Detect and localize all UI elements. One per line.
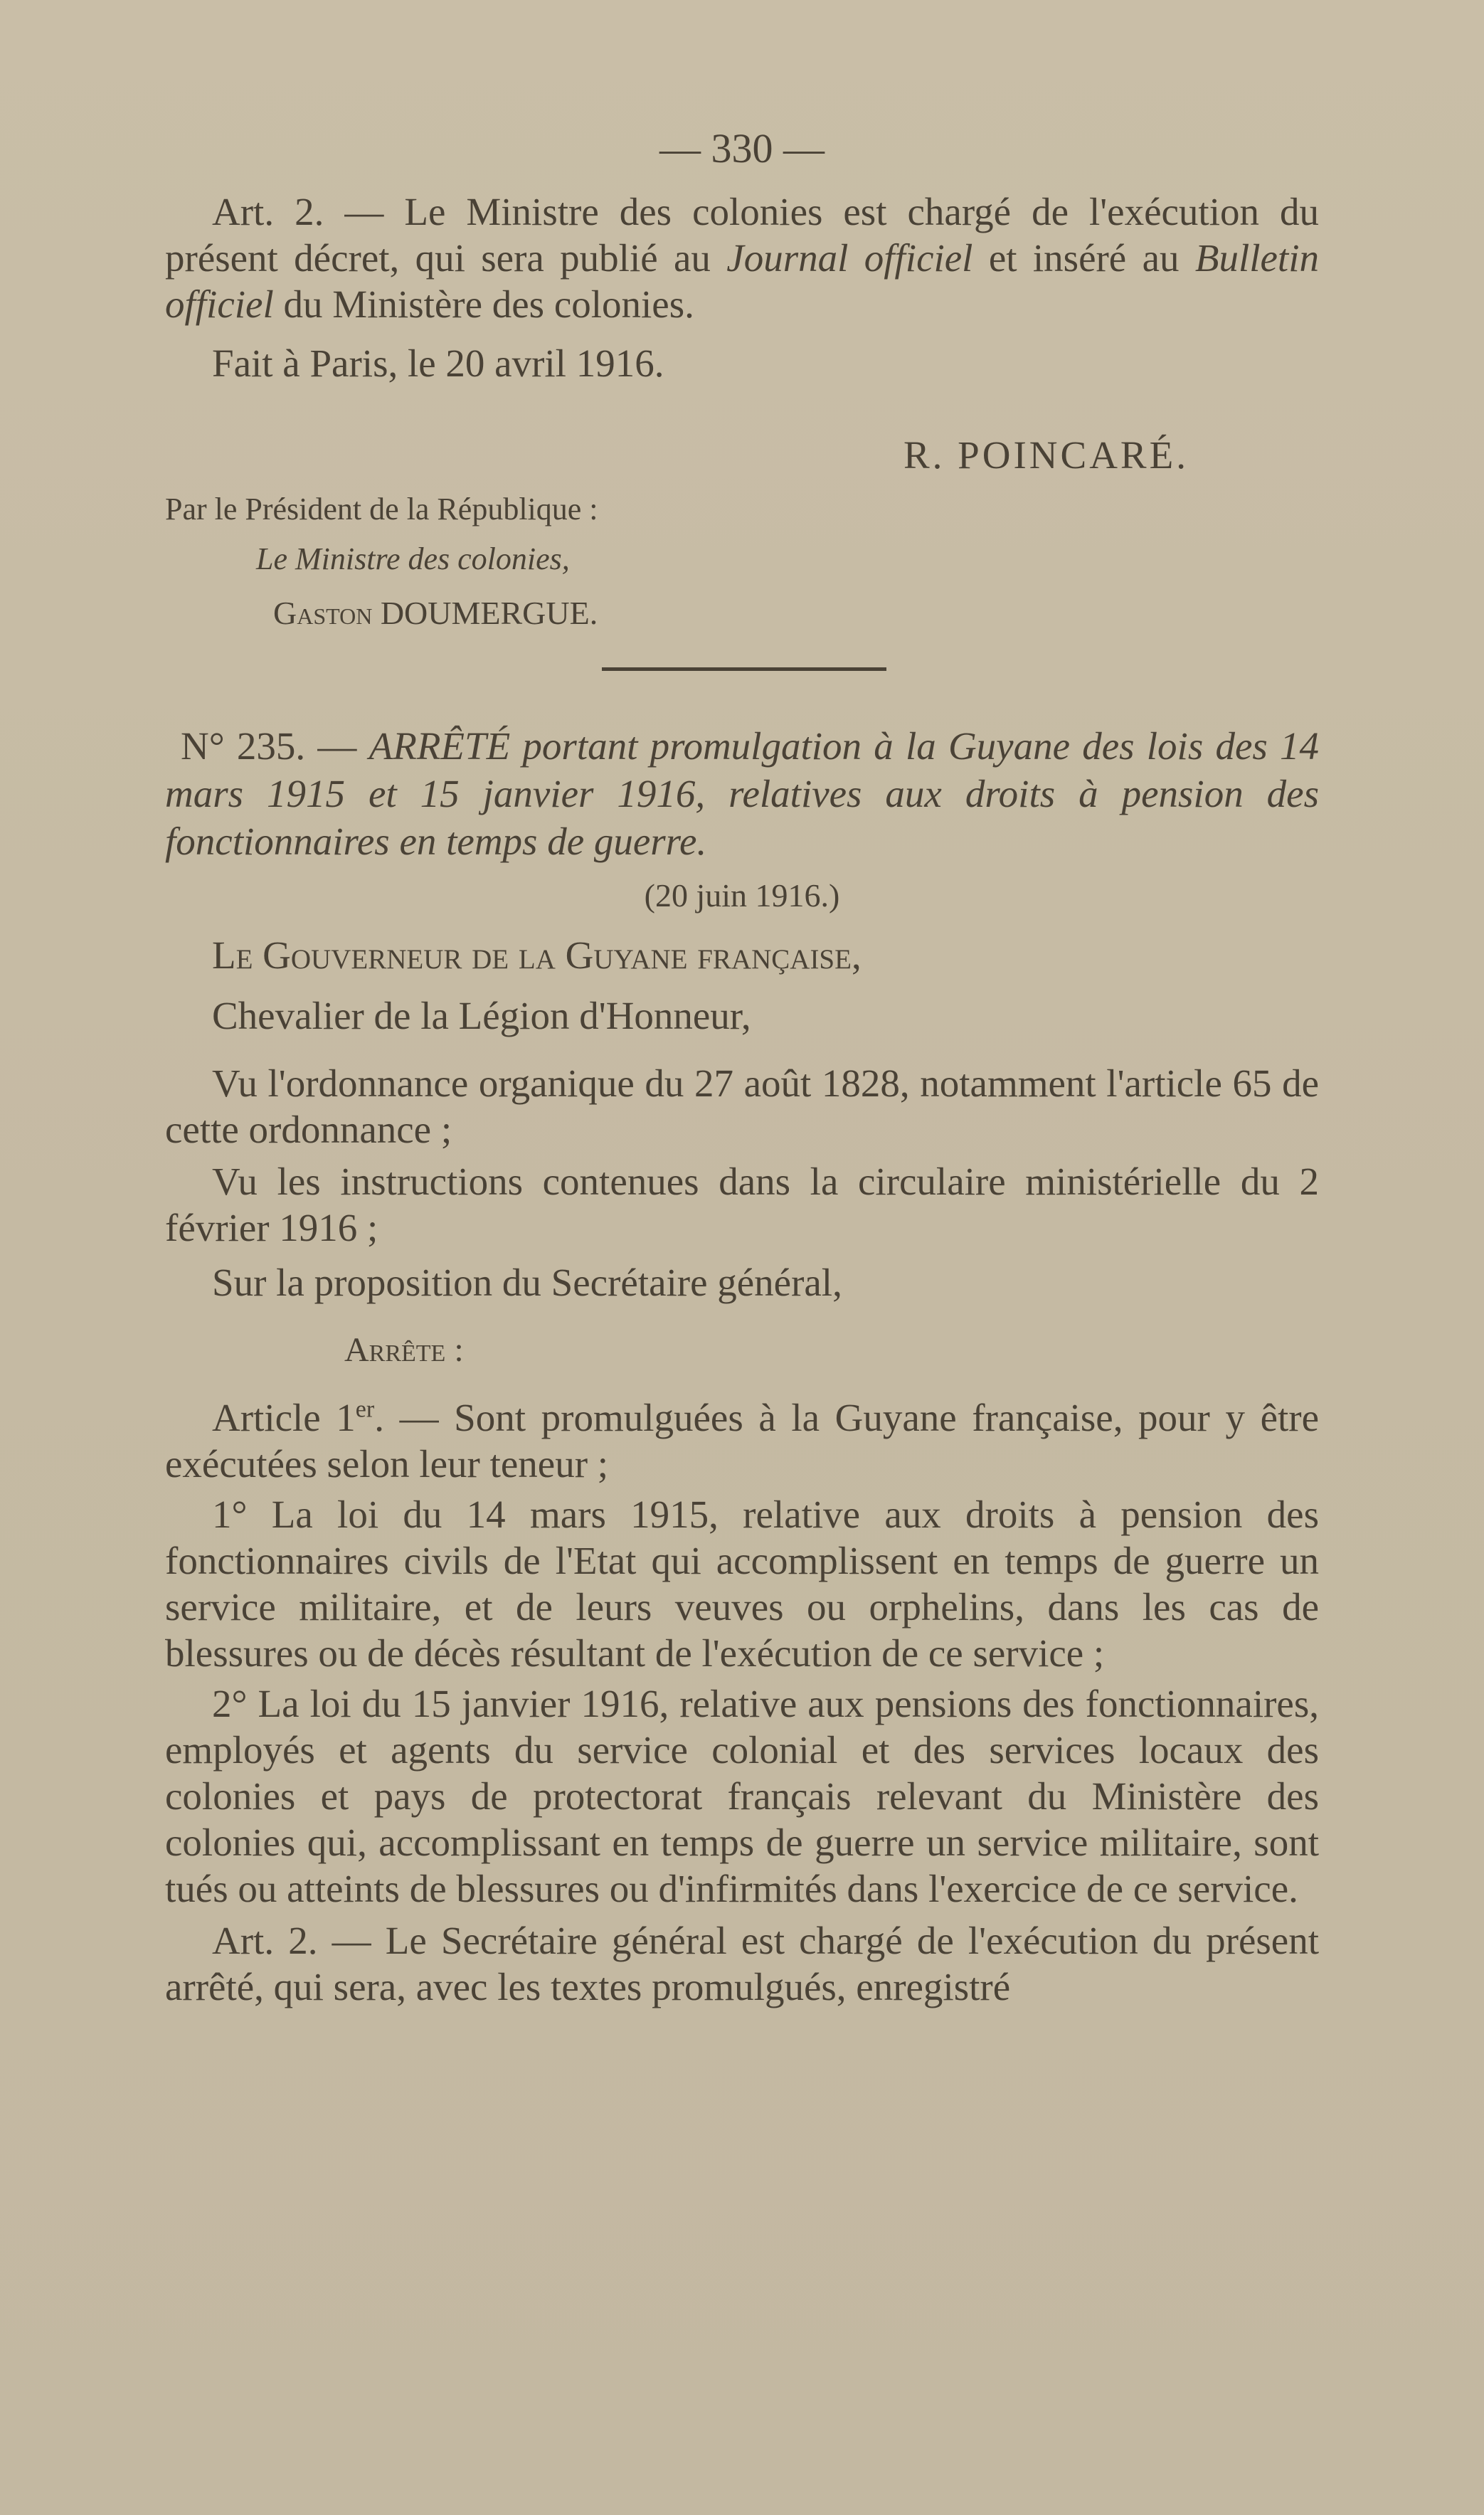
proposition-line: Sur la proposition du Secrétaire général, [212,1261,842,1304]
article-1: Article 1er. — Sont promulguées à la Guyane française, pour y être exécutées selon leur teneur ; [165,1396,1319,1486]
arrete-title [165,722,1319,865]
article-2: Art. 2. — Le Secrétaire général est chargé de l'exécution du présent arrêté, qui sera, avec les textes promulgués, enregistré [165,1919,1319,2008]
arrete-title-text: ARRÊTÉ portant promulgation à la Guyane des lois des 14 mars 1915 et 15 janvier 1916, relatives aux droits à pension des fonctionnaires en temps de guerre. [165,724,1319,863]
vu-ordonnance: Vu l'ordonnance organique du 27 août 1828, notamment l'article 65 de cette ordonnance ; [165,1061,1319,1151]
president-signature: R. POINCARÉ. [903,433,1189,477]
decree-done-at: Fait à Paris, le 20 avril 1916. [212,341,664,385]
arrete-body [165,932,1319,2010]
minister-title: Le Ministre des colonies, [256,541,570,576]
decree-article-2 [165,189,1319,386]
decree-article-2-text: Art. 2. — Le Ministre des colonies est chargé de l'exécution du présent décret, qui sera publié au Journal officiel et inséré au Bulletin officiel du Ministère des colonies. [165,190,1319,326]
journal-officiel-title: Journal officiel [726,236,973,280]
by-president-line: Par le Président de la République : [165,492,598,526]
arrete-number: N° 235. — [181,724,369,768]
bulletin-officiel-title: Bulletin officiel [165,236,1319,326]
chevalier-line: Chevalier de la Légion d'Honneur, [212,994,751,1037]
arrete-word: Arrête : [344,1331,464,1369]
law-item-1: 1° La loi du 14 mars 1915, relative aux droits à pension des fonctionnaires civils de l'Etat qui accomplissent en temps de guerre un service militaire, et de leurs veuves ou orphelins, dans les cas de blessures ou de décès résultant de l'exécution de ce service ; [165,1493,1319,1675]
vu-instructions: Vu les instructions contenues dans la circulaire ministérielle du 2 février 1916 ; [165,1160,1319,1249]
section-divider [602,667,886,671]
page-number: — 330 — [659,125,825,171]
minister-name: Gaston DOUMERGUE. [273,595,598,631]
arrete-date: (20 juin 1916.) [644,877,840,914]
governor-line: Le Gouverneur de la Guyane française, [212,933,862,977]
law-item-2: 2° La loi du 15 janvier 1916, relative aux pensions des fonctionnaires, employés et agents du service colonial et des services locaux des colonies et pays de protectorat français relevant du Ministère des colonies qui, accomplissant en temps de guerre un service militaire, sont tués ou atteints de blessures ou d'infirmités dans l'exercice de ce service. [165,1682,1319,1910]
